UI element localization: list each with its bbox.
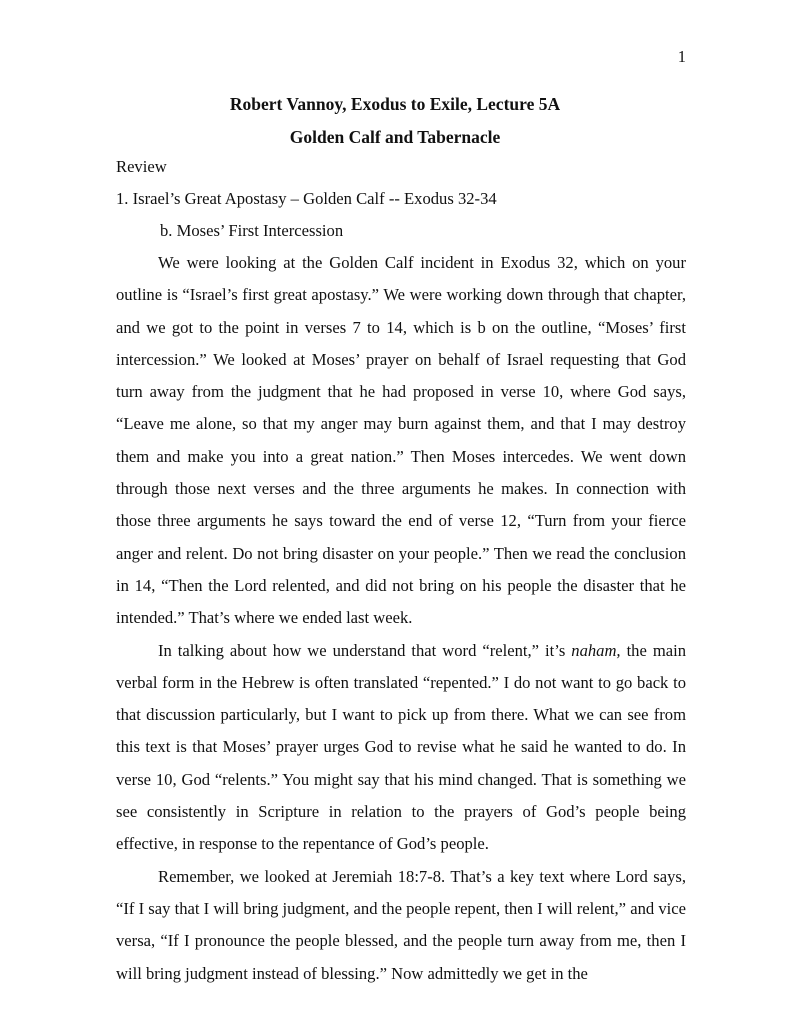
lecture-title: Robert Vannoy, Exodus to Exile, Lecture 5A: [229, 94, 561, 114]
paragraph-2-text-b: the main verbal form in the Hebrew is often translated “repented.” I do not want to go back to that discussion particularly, but I want to pick up from there. What we can see from this text is that Moses’ prayer urges God to revise what he said he wanted to do. In verse 10, God “relents.” You might say that his mind changed. That is something we see consistently in Scripture in relation to the prayers of God’s people being effective, in response to the repentance of God’s people.: [116, 640, 687, 854]
paragraph-2-text-a: In talking about how we understand that word “relent,” it’s: [158, 640, 572, 660]
lecture-subtitle: Golden Calf and Tabernacle: [289, 127, 501, 147]
outline-item-1: 1. Israel’s Great Apostasy – Golden Calf -- Exodus 32-34: [116, 189, 497, 208]
paragraph-1: We were looking at the Golden Calf incident in Exodus 32, which on your outline is “Israel’s first great apostasy.” We were working down through that chapter, and we got to the point in verses 7 to 14, which is b on the outline, “Moses’ first intercession.” We looked at Moses’ prayer on behalf of Israel requesting that God turn away from the judgment that he had proposed in verse 10, where God says, “Leave me alone, so that my anger may burn against them, and that I may destroy them and make you into a great nation.” Then Moses intercedes. We went down through those next verses and the three arguments he makes. In connection with those three arguments he says toward the end of verse 12, “Turn from your fierce anger and relent. Do not bring disaster on your people.” Then we read the conclusion in 14, “Then the Lord relented, and did not bring on his people the disaster that he intended.” That’s where we ended last week.: [116, 253, 686, 628]
paragraph-3: Remember, we looked at Jeremiah 18:7-8. That’s a key text where Lord says, “If I say that I will bring judgment, and the people repent, then I will relent,” and vice versa, “If I pronounce the people blessed, and the people turn away from me, then I will bring judgment instead of blessing.” Now admittedly we get in the: [116, 866, 686, 983]
section-review-label: Review: [116, 157, 167, 176]
outline-item-b: b. Moses’ First Intercession: [160, 221, 344, 240]
hebrew-term-naham: naham,: [571, 640, 621, 660]
paragraph-2: [116, 635, 686, 861]
page-number: 1: [677, 47, 686, 66]
body-text: [116, 247, 686, 990]
